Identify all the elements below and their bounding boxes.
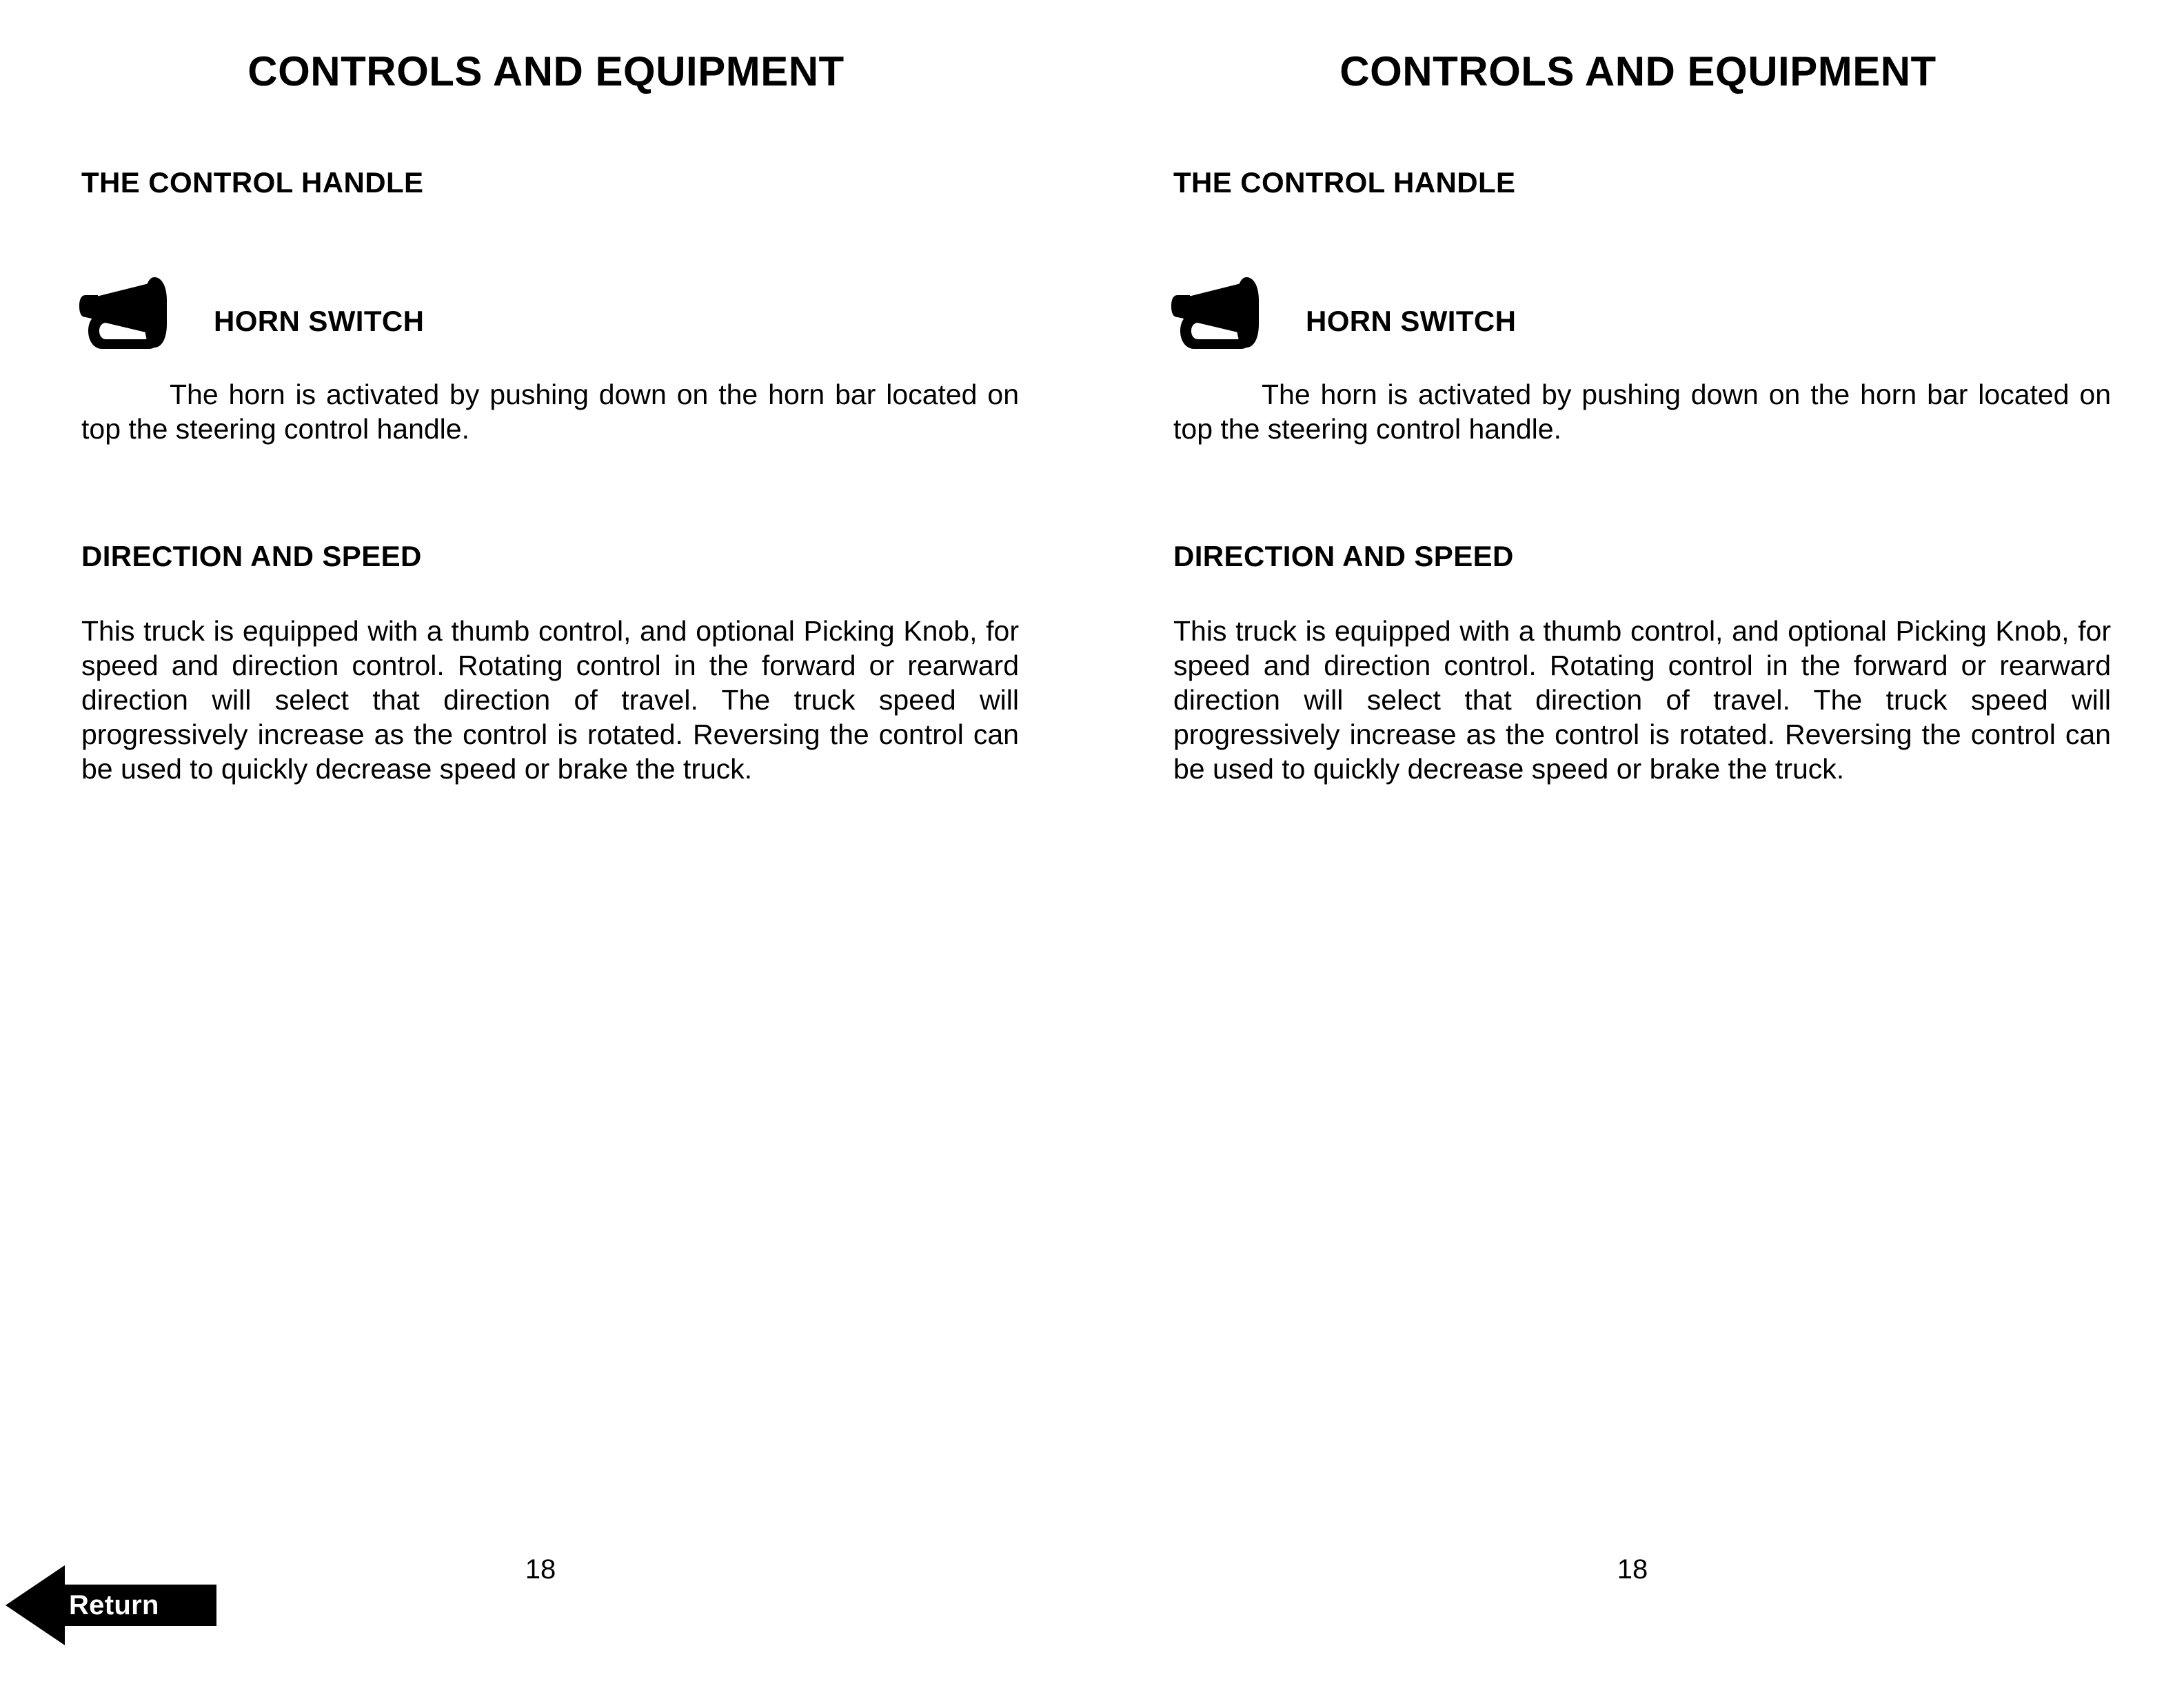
section-heading-direction-and-speed: DIRECTION AND SPEED bbox=[1173, 540, 1514, 572]
page-title: CONTROLS AND EQUIPMENT bbox=[1339, 48, 1937, 94]
horn-switch-paragraph: The horn is activated by pushing down on the horn bar located on top the steering control handle. bbox=[81, 379, 1019, 445]
horn-icon bbox=[77, 274, 181, 357]
horn-switch-label: HORN SWITCH bbox=[214, 305, 425, 337]
horn-switch-row bbox=[77, 274, 424, 357]
return-button-label: Return bbox=[69, 1589, 159, 1620]
document-page-right bbox=[1092, 0, 2184, 1688]
direction-and-speed-paragraph: This truck is equipped with a thumb control, and optional Picking Knob, for speed and direction control. Rotating control in the forward or rearward direction will select that direction of travel. The truck speed will progressively increase as the control is rotated. Reversing the control can be used to quickly decrease speed or brake the truck. bbox=[1173, 615, 2111, 785]
left-arrow-icon bbox=[6, 1564, 216, 1647]
direction-and-speed-paragraph: This truck is equipped with a thumb control, and optional Picking Knob, for speed and direction control. Rotating control in the forward or rearward direction will select that direction of travel. The truck speed will progressively increase as the control is rotated. Reversing the control can be used to quickly decrease speed or brake the truck. bbox=[81, 615, 1019, 785]
page-number-left: 18 bbox=[525, 1554, 556, 1585]
page-title: CONTROLS AND EQUIPMENT bbox=[247, 48, 845, 94]
horn-switch-label: HORN SWITCH bbox=[1306, 305, 1517, 337]
return-button[interactable] bbox=[6, 1564, 216, 1647]
page-number-right: 18 bbox=[1617, 1554, 1648, 1585]
section-heading-direction-and-speed: DIRECTION AND SPEED bbox=[81, 540, 422, 572]
section-heading-control-handle: THE CONTROL HANDLE bbox=[81, 166, 424, 199]
section-heading-control-handle: THE CONTROL HANDLE bbox=[1173, 166, 1516, 199]
horn-icon bbox=[1169, 274, 1273, 357]
horn-switch-paragraph: The horn is activated by pushing down on the horn bar located on top the steering control handle. bbox=[1173, 379, 2111, 445]
horn-switch-row bbox=[1169, 274, 1516, 357]
